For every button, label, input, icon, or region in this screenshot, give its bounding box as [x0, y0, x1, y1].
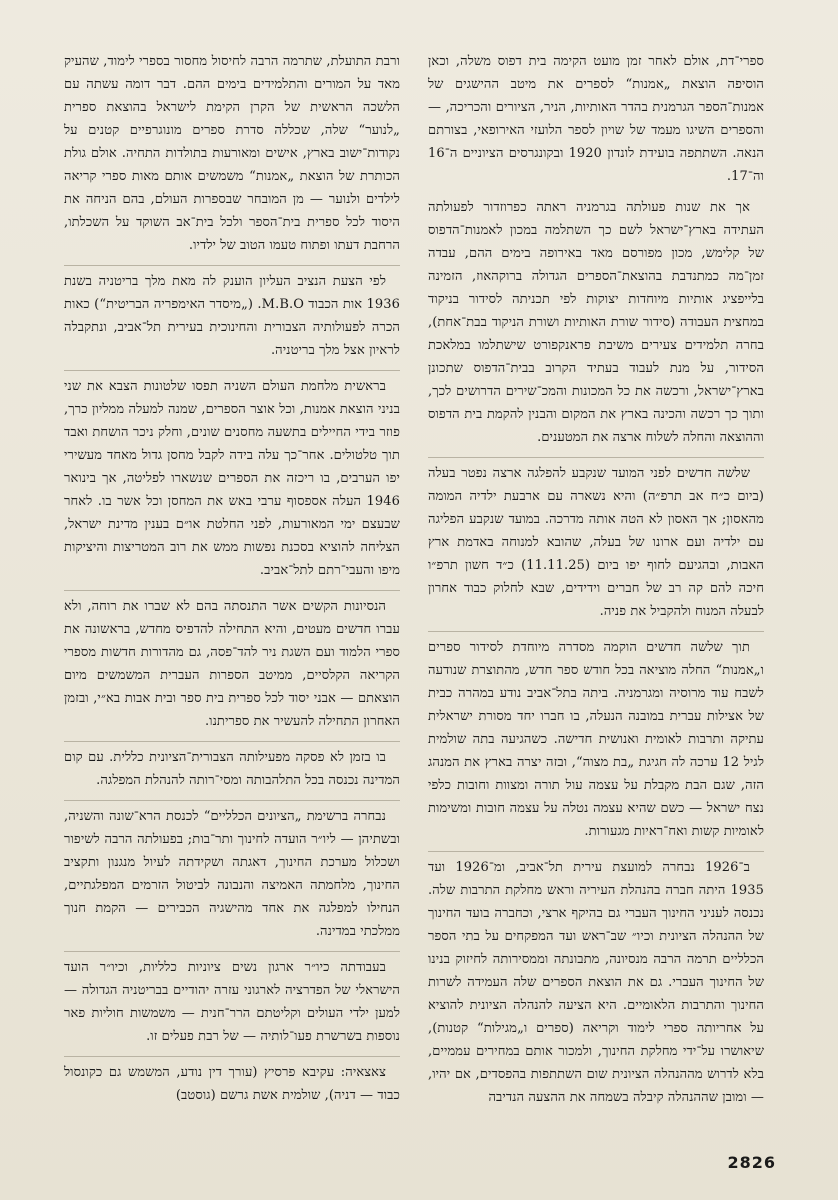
paragraph: לפי הצעת הנציב העליון הוענק לה מאת מלך בריטניה בשנת 1936 אות הכבוד M.B.O. („מיסדר האימפריה הבריטית“) כאות הכרה לפעולותיה הצבורית והחינוכית בעירית תל־אביב, ונתקבלה לראיון אצל מלך בריטניה.: [64, 265, 400, 362]
paragraph: צאצאיה: עקיבא פרסיץ (עורך דין נודע, המשמש גם כקונסול כבוד — דניה), שולמית אשת גרשם (גוסטב): [64, 1056, 400, 1107]
text-columns: [64, 50, 764, 1130]
paragraph: תוך שלשה חדשים הוקמה מסדרה מיוחדת לסידור ספרים ו„אמנות“ החלה מוציאה בכל חודש ספר חדש, מהתוצרת שנודעה לשבח עוד מרוסיה ומגרמניה. ביתה בתל־אביב נודע במהרה כבית של אצילות עברית במובנה הנעלה, בו חברו יחד מסורת ישראלית עתיקה ותרבות לאומית ואנושית חדישה. כשהגיעה בתה שולמית לגיל 12 ערכה לה חגיגת „בת מצוה“, ובזה יצרה בארץ את המנהג הזה, שגם הבת מקבלת על עצמה עול תורה ומצוות וחובות כלפי נצח ישראל — כשם שהיא עצמה נטלה על עצמה חובות ומשימות לאומיות קשות ואח־ראיות מגעורות.: [428, 631, 764, 843]
paragraph: הנסיונות הקשים אשר התנסתה בהם לא שברו את רוחה, ולא עברו חדשים מעטים, והיא התחילה להדפיס מחדש, בראשונה את ספרי הלמוד ועם השגת ניר להד־פסה, גם מהדורות חדשות מספרי הקריאה הקלסיים, ממיטב הספרות העברית המשמשים מיום הוצאתם — אבני יסוד לכל ספרית בית ספר ובית אבות בא״י, ובזמן האחרון התחילה להעשיר את ספריתנו.: [64, 590, 400, 733]
paragraph: בעבודתה כיו״ר ארגון נשים ציוניות כלליות, וכיו״ר הועד הישראלי של הפדרציה לארגוני עזרה יהודיים בבריטניה הגדולה — למען ילדי העולים וקליטתם הרר־חנית — משמשות חוליות פאר נוספות בשרשרת פעו־לותיה — של רבת פעלים זו.: [64, 951, 400, 1048]
paragraph: ספרי־דת, אולם לאחר זמן מועט הקימה בית דפוס משלה, וכאן הוסיפה הוצאת „אמנות“ לספרים את מיטב ההישגים של אמנות־הספר הגרמנית בהדר האותיות, הניר, הציורים והכריכה, — והספרים השיגו מעמד של שויון לספר הלועזי האירופאי, בצורתם הנאה. השתתפה בועידת לונדון 1920 ובקונגרסים הציוניים ה־16 וה־17.: [428, 54, 764, 184]
left-column: [64, 50, 400, 1130]
page-number: 2826: [727, 1153, 776, 1172]
paragraph: בו בזמן לא פסקה מפעילותה הצבורית־הציונית כללית. עם קום המדינה נכנסה בכל התלהבותה ומסי־רותה להנהלת המפלגה.: [64, 741, 400, 792]
right-column: [428, 50, 764, 1130]
paragraph: אך את שנות פעולתה בגרמניה ראתה כפרוזדור לפעולתה העתידה בארץ־ישראל לשם כך השתלמה במכון לאמנות־הדפוס של קלימש, מכון מפורסם מאד באירופה בימים ההם, עבדה זמן־מה כמתנדבת בהוצאת־הספרים הגדולה ברוקהאוז, הזמינה בלייפציג אותיות מיוחדות יצוקות לפי תכניתה לסידור בניקוד במחצית העבודה (סידור שורת האותיות ושורת הניקוד בבת־אחת), בחרה תלמידים צעירים משיבת פראנקפורט שישתלמו במלאכת הסידור, על מנת לעבוד בעתיד הקרוב בבית־הדפוס שתכונן בארץ־ישראל, ורכשה את כל המכונות והמכ־שירים הדרושים לכך, ותוך כך רכשה והכינה בארץ את המקום והבנין להקמת בית הדפוס וההוצאה והחלה לשלוח ארצה את המטענים.: [428, 200, 764, 445]
paragraph: נבחרה ברשימת „הציונים הכלליים“ לכנסת הרא־שונה והשניה, ובשתיהן — ליו״ר הועדה לחינוך ותר־בות; בפעולתה הרבה לשיפור ושכלול מערכת החינוך, דאגתה ושקידתה לעיול מנגנון ותקציב החינוך, מלחמתה האמיצה והנבונה לביטול הזרמים המפלגתיים, הנחילו למפלגה את אחד מהישגיה הכבירים — הקמת חנוך ממלכתי במדינה.: [64, 800, 400, 943]
paragraph: ב־1926 נבחרה למועצת עירית תל־אביב, ומ־1926 ועד 1935 היתה חברה בהנהלת העיריה וראש מחלקת התרבות שלה. נכנסה לעניני החינוך העברי גם בהיקף ארצי, וכחברה בועד החינוך של ההנהלה הציונית וכיו״ שב־ראש ועד המפקחים על בתי הספר הכלליים תרמה הרבה מנסיונה, מתבונתה וממסירותה לחיזוק בנינו של החינוך העברי. גם את הוצאת הספרים שלה העמידה לשרות החינוך והתרבות הלאומיים. היא הציעה להנהלה הציונית להוציא על אחריותה ספרי לימוד וקריאה (ספרים ו„מגילות“ קטנות), שיאושרו על־ידי מחלקת החינוך, ולמכור אותם במחירים עממיים, בלא לדרוש מההנהלה הציונית שום השתתפות בהפסדים, אם יהיו, — ומובן שההנהלה קיבלה בשמחה את ההצעה הנדיבה: [428, 851, 764, 1109]
paragraph: שלשה חדשים לפני המועד שנקבע להפלגה ארצה נפטר בעלה (ביום כ״ח אב תרפ״ה) והיא נשארה עם ארבעת ילדיה המומה מהאסון; אך האסון לא הטה אותה מדרכה. במועד שנקבע הפליגה עם ילדיה ועם ארונו של בעלה, שהובא למנוחה באדמת ארץ האבות, ובהגיעם לחוף יפו ביום (11.11.25) כ״ד חשון תרפ״ו חיכה להם קה רב של חברים וידידים, שבא לחלוק כבוד אחרון לבעלה המנוח ולהקביל את פניה.: [428, 457, 764, 623]
paragraph: בראשית מלחמת העולם השניה תפסו שלטונות הצבא את שני בניני הוצאת אמנות, וכל אוצר הספרים, שמנה למעלה ממליון כרך, פוזר בידי החיילים בתשעה מחסנים שונים, וחלק ניכר הושחת ואבד תוך טלטולים. אחר־כך עלה בידה לקבל מחסן גדול מאחד מעשירי יפו הערבים, בו ריכזה את הספרים שנשארו לפליטה, אך בינואר 1946 העלה אספסוף ערבי באש את המחסן וכל אשר בו. לאחר שבעצם ימי המאורעות, לפני החלטת או״ם בענין מדינת ישראל, הצליחה להוציא בסכנת נפשות ממש את רוב המטריצות והיציקות מיפו והעבי־רתם לתל־אביב.: [64, 370, 400, 582]
paragraph: ורבת התועלת, שתרמה הרבה לחיסול מחסור בספרי לימוד, שהעיק מאד על המורים והתלמידים בימים ההם. דבר דומה עשתה עם הלשכה הראשית של הקרן הקימת לישראל בהוצאת ספרית „לנוער“ שלה, שכללה סדרת ספרים מונוגרפיים קטנים על נקודות־ישוב בארץ, אישים ומאורעות בתולדות התחיה. אולם גולת הכותרת של הוצאת „אמנות“ משמשים אותם מאות ספרי קריאה לילדים ולנוער — מן המובחר שבספרות העולם, בהם הניחה את היסוד לכל ספרית בית־הספר ולכל בית־אב השוקד על השכלתו, הרחבת דעתו ופתוח טעמו הטוב של ילדיו.: [64, 54, 400, 253]
